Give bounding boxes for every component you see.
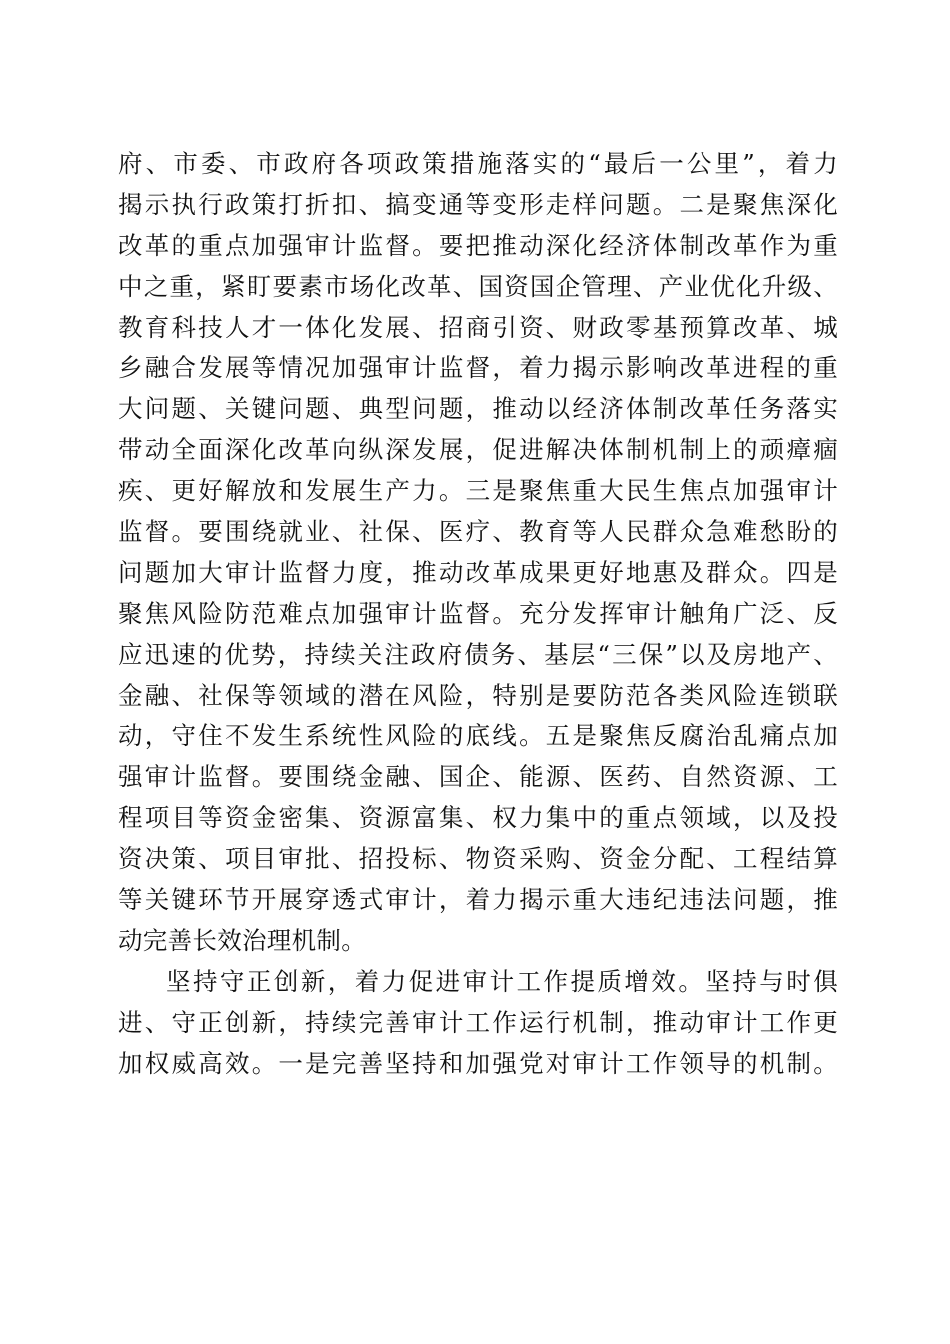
paragraph-line: 等关键环节开展穿透式审计，着力揭示重大违纪违法问题，推 <box>118 885 838 915</box>
paragraph-line: 强审计监督。要围绕金融、国企、能源、医药、自然资源、工 <box>118 762 838 792</box>
paragraph-line: 应迅速的优势，持续关注政府债务、基层“三保”以及房地产、 <box>118 639 838 669</box>
paragraph-line: 进、守正创新，持续完善审计工作运行机制，推动审计工作更 <box>118 1007 838 1037</box>
paragraph-line: 程项目等资金密集、资源富集、权力集中的重点领域，以及投 <box>118 803 838 833</box>
paragraph-line: 加权威高效。一是完善坚持和加强党对审计工作领导的机制。 <box>118 1048 838 1078</box>
paragraph-line: 坚持守正创新，着力促进审计工作提质增效。坚持与时俱 <box>166 966 838 996</box>
paragraph-line: 疾、更好解放和发展生产力。三是聚焦重大民生焦点加强审计 <box>118 476 838 506</box>
paragraph-line: 教育科技人才一体化发展、招商引资、财政零基预算改革、城 <box>118 312 838 342</box>
paragraph-line: 问题加大审计监督力度，推动改革成果更好地惠及群众。四是 <box>118 557 838 587</box>
paragraph-line: 资决策、项目审批、招投标、物资采购、资金分配、工程结算 <box>118 844 838 874</box>
paragraph-line: 大问题、关键问题、典型问题，推动以经济体制改革任务落实 <box>118 394 838 424</box>
paragraph-line: 府、市委、市政府各项政策措施落实的“最后一公里”，着力 <box>118 149 838 178</box>
paragraph-line: 中之重，紧盯要素市场化改革、国资国企管理、产业优化升级、 <box>118 271 838 301</box>
paragraph-line: 动，守住不发生系统性风险的底线。五是聚焦反腐治乱痛点加 <box>118 721 838 751</box>
paragraph-line: 金融、社保等领域的潜在风险，特别是要防范各类风险连锁联 <box>118 680 838 710</box>
paragraph-line: 聚焦风险防范难点加强审计监督。充分发挥审计触角广泛、反 <box>118 598 838 628</box>
paragraph-line: 改革的重点加强审计监督。要把推动深化经济体制改革作为重 <box>118 230 838 260</box>
paragraph-line: 乡融合发展等情况加强审计监督，着力揭示影响改革进程的重 <box>118 353 838 383</box>
paragraph-line: 动完善长效治理机制。 <box>118 925 366 955</box>
paragraph-line: 揭示执行政策打折扣、搞变通等变形走样问题。二是聚焦深化 <box>118 189 838 219</box>
body-text <box>118 144 838 1084</box>
paragraph-line: 带动全面深化改革向纵深发展，促进解决体制机制上的顽瘴痼 <box>118 435 838 465</box>
paragraph-line: 监督。要围绕就业、社保、医疗、教育等人民群众急难愁盼的 <box>118 517 838 547</box>
